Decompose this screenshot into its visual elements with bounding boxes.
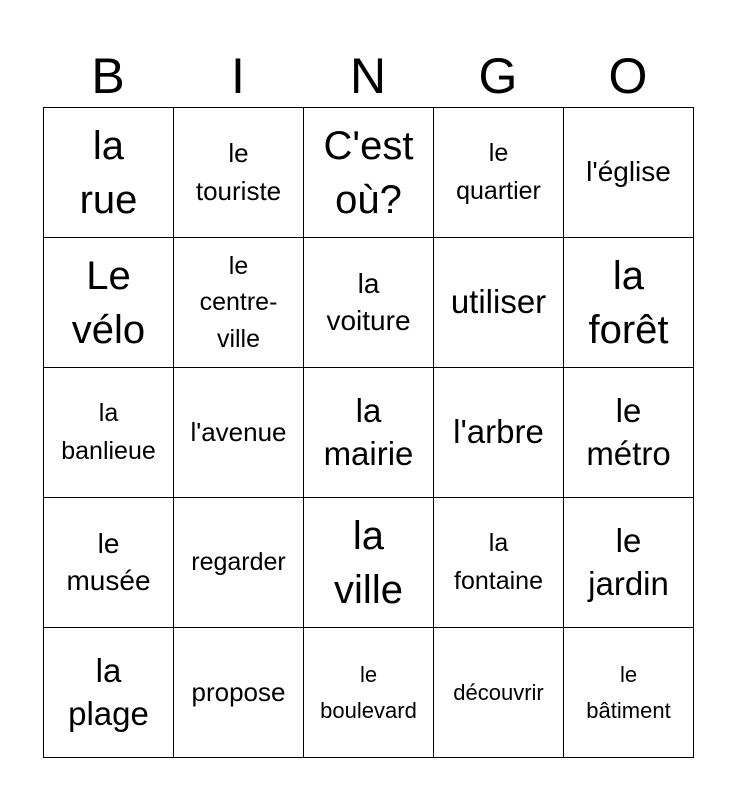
cell-text: voiture [326,304,411,336]
cell-text: jardin [588,564,669,602]
cell-text: ville [334,567,403,612]
bingo-cell[interactable] [44,368,174,498]
cell-text: la [92,123,125,168]
bingo-cell[interactable] [44,108,174,238]
board-row [44,498,694,628]
cell-text: la [488,529,509,557]
cell-text: plage [68,694,149,732]
cell-text: ville [216,324,261,353]
cell-text: la [612,253,645,298]
cell-text: où? [335,177,402,222]
cell-text: la [357,268,380,300]
board-row [44,238,694,368]
cell-text: le [488,139,509,167]
header-letter-i: I [231,48,245,104]
header-letter-o: O [608,48,648,104]
bingo-cell[interactable] [564,238,694,368]
cell-text: Le [86,253,131,298]
cell-text: propose [191,676,286,707]
bingo-cell[interactable] [304,628,434,758]
cell-text: le [97,528,120,560]
header-letter-b: B [91,48,125,104]
cell-text: regarder [191,547,286,576]
cell-text: bâtiment [586,697,671,723]
header-letter-n: N [349,48,387,104]
cell-text: banlieue [61,436,156,465]
bingo-cell[interactable] [174,498,304,628]
cell-text: fontaine [454,566,543,595]
bingo-cell[interactable] [564,628,694,758]
board-row [44,108,694,238]
cell-text: l'église [586,156,671,188]
cell-text: découvrir [453,679,544,705]
bingo-header [43,46,693,106]
bingo-cell[interactable] [434,628,564,758]
cell-text: touriste [195,175,282,206]
bingo-cell[interactable] [44,498,174,628]
bingo-cell[interactable] [174,238,304,368]
bingo-cell[interactable] [44,628,174,758]
bingo-cell[interactable] [44,238,174,368]
cell-text: la [95,651,122,689]
bingo-cell[interactable] [564,368,694,498]
cell-text: l'arbre [453,413,544,451]
cell-text: le [615,391,642,429]
bingo-cell[interactable] [304,498,434,628]
bingo-cell[interactable] [564,498,694,628]
bingo-cell[interactable] [174,628,304,758]
cell-text: l'avenue [190,416,287,447]
bingo-cell[interactable] [434,108,564,238]
board-row [44,628,694,758]
bingo-cell[interactable] [304,238,434,368]
bingo-cell[interactable] [174,368,304,498]
board-row [44,368,694,498]
cell-text: C'est [323,123,414,168]
cell-text: centre- [199,288,278,317]
bingo-cell[interactable] [434,498,564,628]
cell-text: le [619,662,638,688]
cell-text: utiliser [450,283,547,321]
cell-text: métro [586,434,671,472]
cell-text: boulevard [320,697,417,723]
bingo-cell[interactable] [564,108,694,238]
cell-text: la [355,391,382,429]
bingo-board [43,107,694,758]
cell-text: quartier [456,176,541,205]
cell-text: musée [66,564,151,596]
cell-text: le [359,662,378,688]
cell-text: la [98,399,119,427]
cell-text: le [615,521,642,559]
bingo-cell[interactable] [174,108,304,238]
bingo-cell[interactable] [304,368,434,498]
cell-text: rue [79,177,138,222]
bingo-cell[interactable] [434,238,564,368]
cell-text: forêt [588,307,669,352]
cell-text: mairie [323,434,414,472]
cell-text: le [228,252,249,281]
bingo-cell[interactable] [304,108,434,238]
cell-text: vélo [71,307,146,352]
bingo-cell[interactable] [434,368,564,498]
cell-text: la [352,513,385,558]
cell-text: le [228,137,249,168]
header-letter-g: G [478,48,518,104]
